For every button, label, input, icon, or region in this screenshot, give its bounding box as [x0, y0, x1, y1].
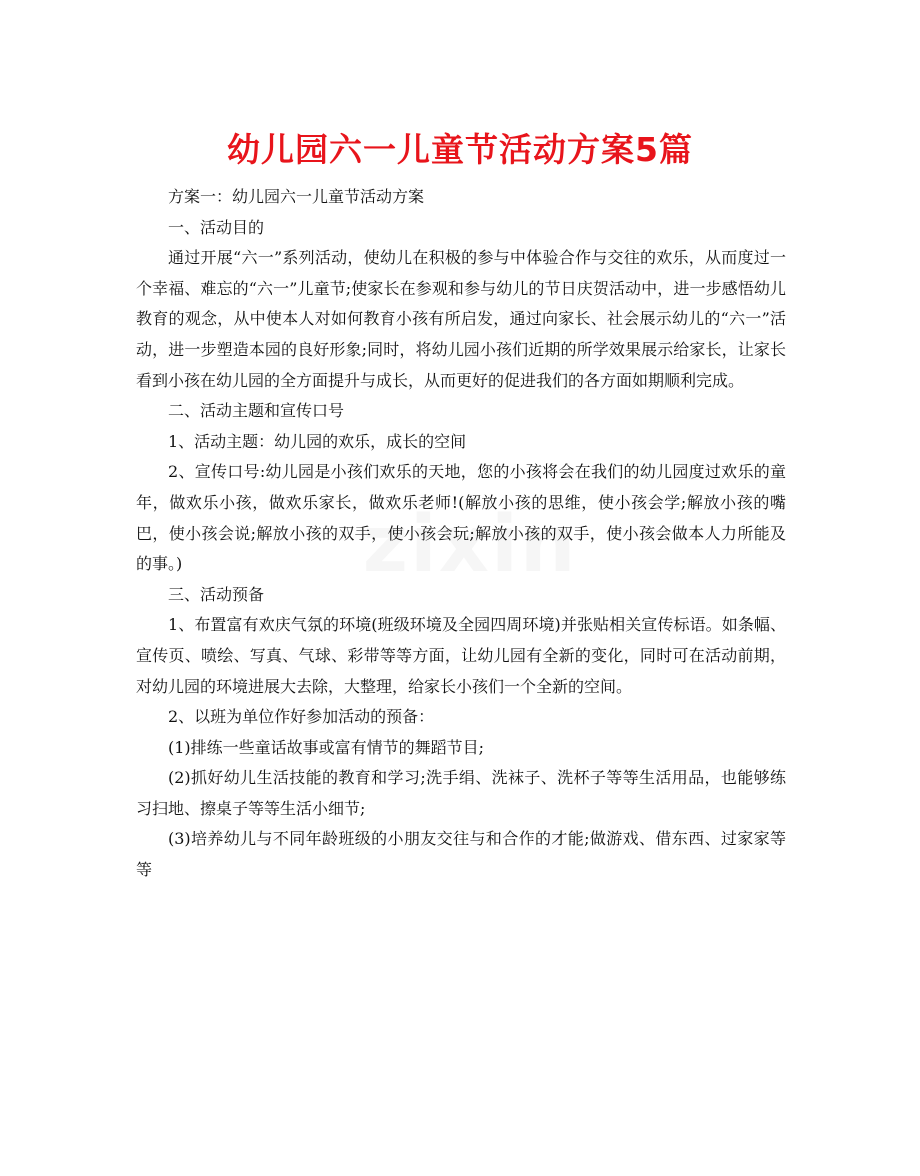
paragraph-theme: 1、活动主题：幼儿园的欢乐，成长的空间: [168, 431, 467, 451]
paragraph-slogan: 2、宣传口号:幼儿园是小孩们欢乐的天地，您的小孩将会在我们的幼儿园度过欢乐的童年，做欢乐小孩，做欢乐家长，做欢乐老师!(解放小孩的思维，使小孩会学;解放小孩的嘴巴，使小孩会说;解放小孩的双手，使小孩会玩;解放小孩的双手，使小孩会做本人力所能及的事。): [136, 462, 786, 574]
document-body: [136, 182, 786, 886]
paragraph-environment: 1、布置富有欢庆气氛的环境(班级环境及全园四周环境)并张贴相关宣传标语。如条幅、宣传页、喷绘、写真、气球、彩带等等方面，让幼儿园有全新的变化，同时可在活动前期，对幼儿园的环境进展大去除，大整理，给家长小孩们一个全新的空间。: [136, 615, 786, 696]
section-heading-preparation: 三、活动预备: [168, 584, 265, 604]
section-heading-plan-one: 方案一：幼儿园六一儿童节活动方案: [168, 187, 425, 206]
paragraph-class-preparation: 2、以班为单位作好参加活动的预备：: [168, 707, 435, 727]
section-heading-purpose: 一、活动目的: [168, 217, 265, 237]
paragraph-purpose: 通过开展“六一”系列活动，使幼儿在积极的参与中体验合作与交往的欢乐，从而度过一个幸福、难忘的“六一”儿童节;使家长在参观和参与幼儿的节日庆贺活动中，进一步感悟幼儿教育的观念，从中使本人对如何教育小孩有所启发，通过向家长、社会展示幼儿的“六一”活动，进一步塑造本园的良好形象;同时，将幼儿园小孩们近期的所学效果展示给家长，让家长看到小孩在幼儿园的全方面提升与成长，从而更好的促进我们的各方面如期顺利完成。: [136, 248, 786, 390]
list-item-cooperation: (3)培养幼儿与不同年龄班级的小朋友交往与和合作的才能;做游戏、借东西、过家家等等: [136, 829, 786, 880]
list-item-rehearsal: (1)排练一些童话故事或富有情节的舞蹈节目;: [168, 737, 485, 757]
list-item-life-skills: (2)抓好幼儿生活技能的教育和学习;洗手绢、洗袜子、洗杯子等等生活用品，也能够练习扫地、擦桌子等等生活小细节;: [136, 768, 786, 818]
section-heading-theme: 二、活动主题和宣传口号: [168, 401, 345, 421]
document-title: 幼儿园六一儿童节活动方案5篇: [227, 130, 693, 169]
